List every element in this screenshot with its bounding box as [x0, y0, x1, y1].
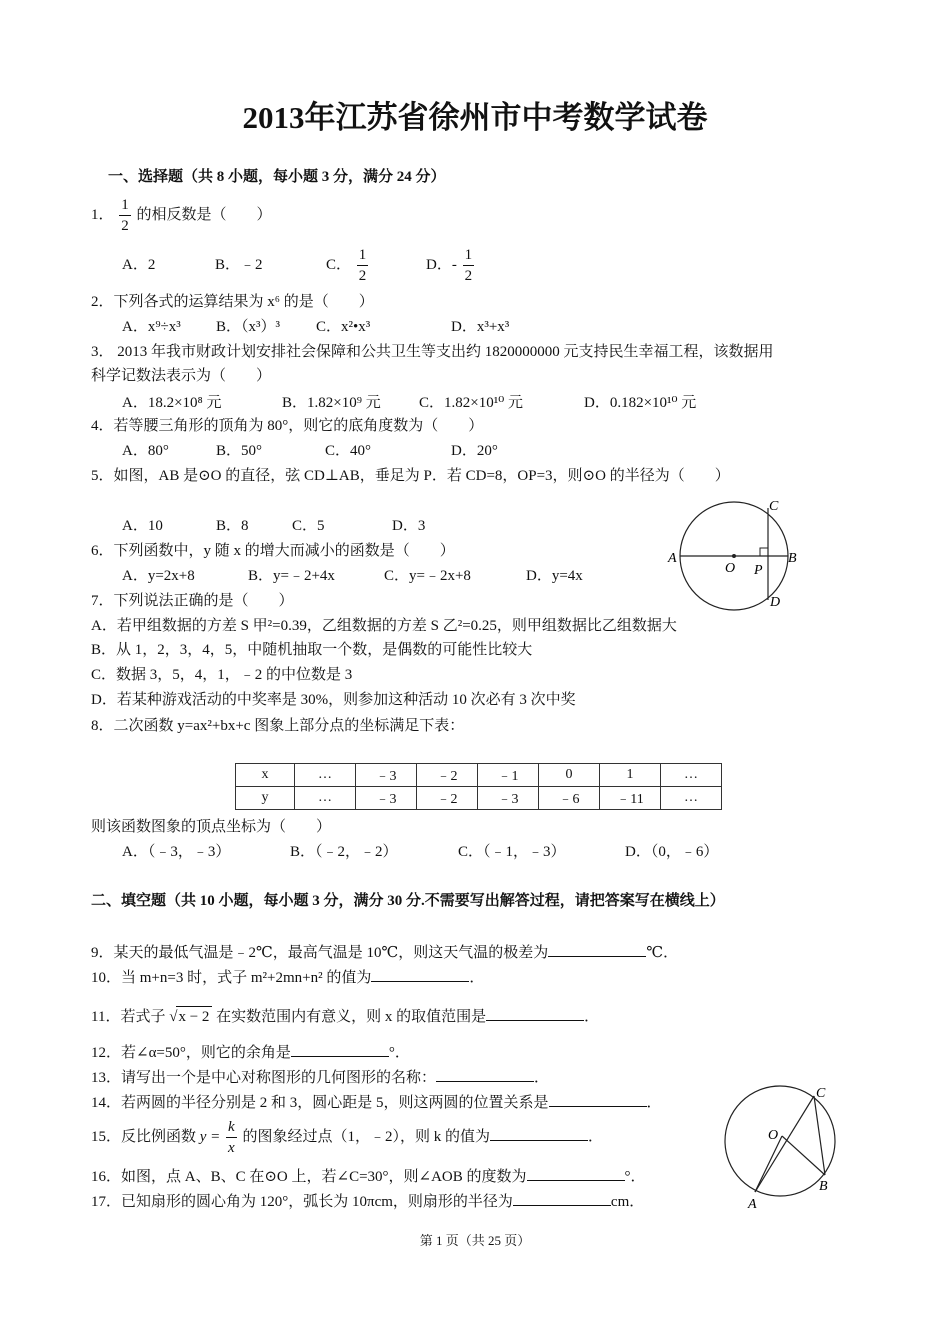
fraction: [357, 245, 369, 286]
question-5: 5．如图，AB 是⊙O 的直径，弦 CD⊥AB，垂足为 P．若 CD=8，OP=3，则⊙O 的半径为（ ）: [91, 468, 730, 484]
question-text-end: ．: [587, 1129, 603, 1145]
segment-oa: [755, 1136, 782, 1192]
label-b: B: [788, 551, 797, 566]
question-number: 1．: [91, 207, 114, 223]
table-cell: …: [295, 787, 356, 810]
table-cell: …: [661, 764, 722, 787]
label-c: C: [769, 499, 779, 514]
question-8: 8．二次函数 y=ax²+bx+c 图象上部分点的坐标满足下表：: [91, 718, 465, 734]
option-a: A．10: [122, 518, 163, 534]
answer-blank: [548, 941, 646, 957]
question-16: [91, 1165, 646, 1187]
question-text: 15．反比例函数: [91, 1129, 197, 1145]
table-row: [236, 787, 722, 810]
fraction-numerator: 1: [463, 245, 475, 266]
label-a: A: [748, 1197, 757, 1212]
table-cell: ﹣2: [417, 764, 478, 787]
option-d: D．（0，﹣6）: [625, 844, 719, 860]
option-c: C．数据 3，5，4，1，﹣2 的中位数是 3: [91, 667, 353, 683]
table-cell: ﹣6: [539, 787, 600, 810]
segment-ac: [755, 1096, 814, 1192]
option-a: A．y=2x+8: [122, 568, 195, 584]
table-cell: ﹣3: [478, 787, 539, 810]
option-d: D．x³+x³: [451, 319, 510, 335]
label-a: A: [668, 551, 677, 566]
right-angle-mark: [760, 548, 768, 556]
label-c: C: [816, 1086, 826, 1101]
question-text: 16．如图，点 A、B、C 在⊙O 上，若∠C=30°，则∠AOB 的度数为: [91, 1169, 527, 1185]
label-o: O: [725, 561, 736, 576]
label-o: O: [768, 1128, 779, 1143]
data-table: [235, 763, 722, 810]
question-11: [91, 1005, 599, 1027]
fraction: [119, 195, 131, 236]
question-15: [91, 1115, 603, 1159]
answer-blank: [527, 1165, 625, 1181]
table-cell: ﹣1: [478, 764, 539, 787]
option-label: D．-: [426, 257, 457, 273]
question-text: 10．当 m+n=3 时，式子 m²+2mn+n² 的值为: [91, 970, 372, 986]
table-cell: x: [236, 764, 295, 787]
answer-blank: [436, 1066, 534, 1082]
question-7: 7．下列说法正确的是（ ）: [91, 593, 294, 609]
section-header: 一、选择题（共 8 小题，每小题 3 分，满分 24 分）: [108, 169, 446, 185]
option-b: B．﹣2: [215, 257, 263, 273]
table-cell: ﹣3: [356, 787, 417, 810]
option-a: A．（﹣3，﹣3）: [122, 844, 231, 860]
table-cell: 1: [600, 764, 661, 787]
table-cell: ﹣11: [600, 787, 661, 810]
answer-blank: [490, 1125, 588, 1141]
table-cell: ﹣3: [356, 764, 417, 787]
question-17: [91, 1190, 644, 1212]
table-cell: ﹣2: [417, 787, 478, 810]
option-d: D．20°: [451, 443, 498, 459]
label-p: P: [754, 563, 763, 578]
option-c: C．40°: [325, 443, 372, 459]
question-9: [91, 941, 678, 963]
option-label: C．: [326, 257, 352, 273]
option-b: B．1.82×10⁹ 元: [282, 395, 381, 411]
question-text: 9．某天的最低气温是﹣2℃，最高气温是 10℃，则这天气温的极差为: [91, 945, 549, 961]
answer-blank: [549, 1091, 647, 1107]
question-text-end: ．: [534, 1070, 550, 1086]
circle-figure-q16: [718, 1077, 848, 1212]
option-d: D．若某种游戏活动的中奖率是 30%，则参加这种活动 10 次必有 3 次中奖: [91, 692, 576, 708]
page-footer: 第 1 页（共 25 页）: [419, 1233, 531, 1248]
question-text-end: ℃．: [646, 945, 679, 961]
option-a: A．80°: [122, 443, 169, 459]
option-b: B．（﹣2，﹣2）: [290, 844, 398, 860]
table-cell: y: [236, 787, 295, 810]
option-a: A．若甲组数据的方差 S 甲²=0.39，乙组数据的方差 S 乙²=0.25，则甲组数据比乙组数据大: [91, 618, 677, 634]
question-10: [91, 966, 484, 988]
question-2: 2．下列各式的运算结果为 x⁶ 的是（ ）: [91, 294, 374, 310]
option-c: C．y=﹣2x+8: [384, 568, 471, 584]
question-text-end: °．: [624, 1169, 646, 1185]
option-c: [326, 243, 370, 287]
fraction-numerator: 1: [119, 195, 131, 216]
fraction-denominator: x: [228, 1140, 235, 1157]
fraction: [463, 245, 475, 286]
question-13: [91, 1066, 549, 1088]
question-12: [91, 1041, 410, 1063]
fraction-denominator: 2: [121, 218, 129, 235]
segment-ob: [782, 1136, 825, 1175]
option-c: C．（﹣1，﹣3）: [458, 844, 566, 860]
circle-figure-q5: [662, 494, 802, 614]
radicand: x − 2: [176, 1006, 212, 1027]
option-d: D．0.182×10¹⁰ 元: [584, 395, 697, 411]
option-a: A．2: [122, 257, 156, 273]
option-b: B．（x³）³: [216, 319, 280, 335]
question-text: 13．请写出一个是中心对称图形的几何图形的名称：: [91, 1070, 437, 1086]
fraction: [226, 1117, 237, 1158]
question-text: 14．若两圆的半径分别是 2 和 3，圆心距是 5，则这两圆的位置关系是: [91, 1095, 549, 1111]
option-b: B．8: [216, 518, 249, 534]
question-6: 6．下列函数中，y 随 x 的增大而减小的函数是（ ）: [91, 543, 455, 559]
question-text-end: °．: [388, 1045, 410, 1061]
center-point: [732, 554, 736, 558]
question-4: 4．若等腰三角形的顶角为 80°，则它的底角度数为（ ）: [91, 418, 484, 434]
answer-blank: [513, 1190, 611, 1206]
option-c: C．x²•x³: [316, 319, 371, 335]
label-d: D: [770, 595, 781, 610]
option-c: C．1.82×10¹⁰ 元: [419, 395, 523, 411]
answer-blank: [371, 966, 469, 982]
table-cell: …: [661, 787, 722, 810]
question-3-cont: 科学记数法表示为（ ）: [91, 368, 272, 384]
answer-blank: [486, 1005, 584, 1021]
question-14: [91, 1091, 662, 1113]
fraction-numerator: k: [226, 1117, 237, 1138]
option-d: D．y=4x: [526, 568, 583, 584]
fraction-numerator: 1: [357, 245, 369, 266]
question-3: 3． 2013 年我市财政计划安排社会保障和公共卫生等支出约 1820000000 元支持民生幸福工程，该数据用: [91, 344, 774, 360]
option-a: A．x⁹÷x³: [122, 319, 181, 335]
question-1: [91, 193, 272, 237]
option-b: B．y=﹣2+4x: [248, 568, 335, 584]
question-text: 的图象经过点（1，﹣2），则 k 的值为: [242, 1129, 490, 1145]
label-b: B: [819, 1179, 828, 1194]
question-text: 17．已知扇形的圆心角为 120°，弧长为 10πcm，则扇形的半径为: [91, 1194, 513, 1210]
question-text-end: ．: [469, 970, 485, 986]
question-text: 的相反数是（ ）: [136, 207, 272, 223]
answer-blank: [291, 1041, 389, 1057]
question-text-end: cm．: [610, 1194, 645, 1210]
question-text: 12．若∠α=50°，则它的余角是: [91, 1045, 291, 1061]
question-text: 11．若式子: [91, 1009, 166, 1025]
table-row: [236, 764, 722, 787]
fraction-denominator: 2: [464, 268, 473, 285]
option-d: [426, 243, 476, 287]
question-text-end: ．: [584, 1009, 600, 1025]
question-8-cont: 则该函数图象的顶点坐标为（ ）: [91, 819, 332, 835]
question-text: 在实数范围内有意义，则 x 的取值范围是: [216, 1009, 487, 1025]
page-title: 2013年江苏省徐州市中考数学试卷: [242, 100, 708, 135]
option-c: C．5: [292, 518, 325, 534]
equation-lhs: y =: [199, 1129, 221, 1145]
option-b: B．50°: [216, 443, 263, 459]
option-a: A．18.2×10⁸ 元: [122, 395, 222, 411]
option-b: B．从 1，2，3，4，5，中随机抽取一个数，是偶数的可能性比较大: [91, 642, 533, 658]
option-d: D．3: [392, 518, 426, 534]
question-text-end: ．: [646, 1095, 662, 1111]
fraction-denominator: 2: [358, 268, 367, 285]
table-cell: 0: [539, 764, 600, 787]
sqrt-icon: √: [169, 1009, 178, 1025]
table-cell: …: [295, 764, 356, 787]
section-header: 二、填空题（共 10 小题，每小题 3 分，满分 30 分.不需要写出解答过程，请把答案写在横线上）: [91, 893, 725, 909]
